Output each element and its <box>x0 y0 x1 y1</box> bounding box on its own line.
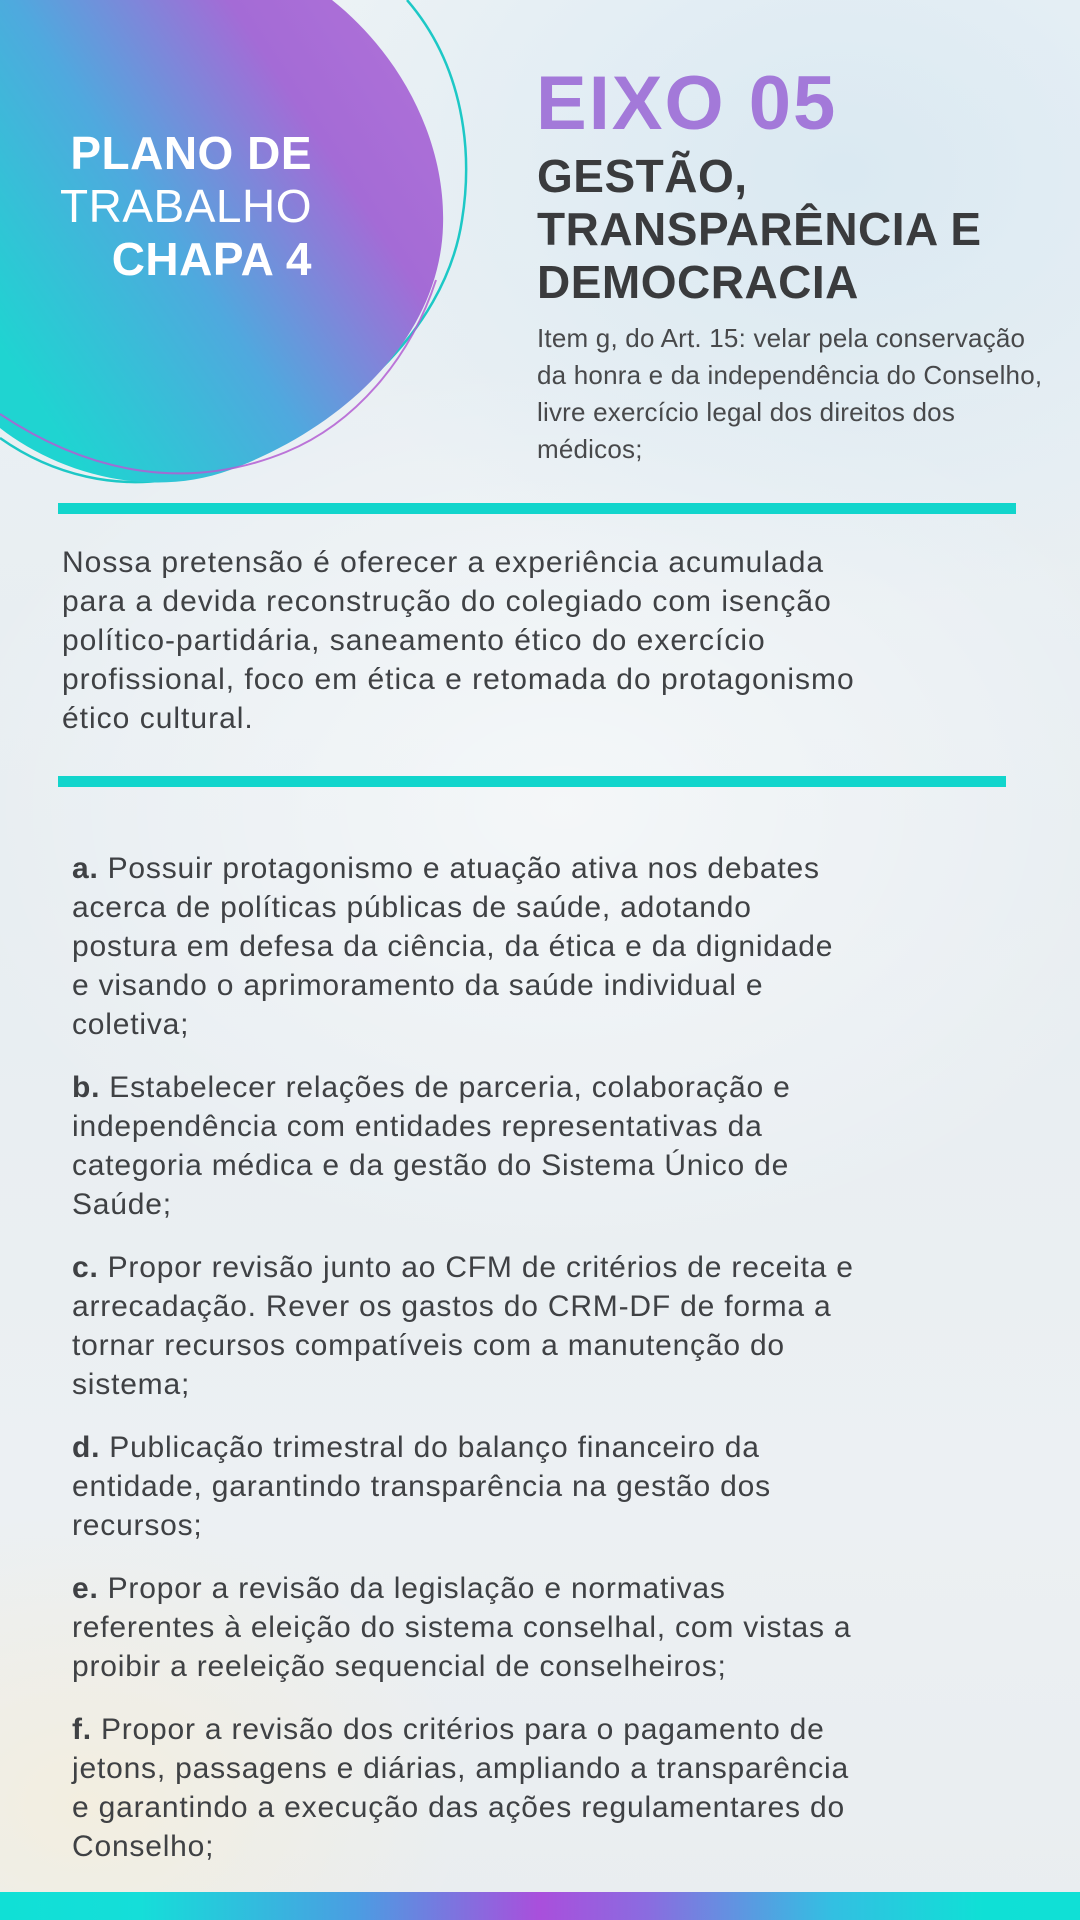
item-f-line-3: e garantindo a execução das ações regulamentares do <box>72 1791 845 1824</box>
item-d-line-1 <box>72 1428 1030 1467</box>
intro-line-3: político-partidária, saneamento ético do exercício <box>62 624 766 657</box>
item-a-line-4: e visando o aprimoramento da saúde individual e <box>72 969 764 1002</box>
item-b-line-1 <box>72 1068 1030 1107</box>
item-b-line-2: independência com entidades representativas da <box>72 1110 763 1143</box>
title-subtext <box>537 320 1042 468</box>
intro-paragraph <box>62 543 855 738</box>
divider-bottom <box>58 776 1006 787</box>
list-item-c <box>72 1248 1030 1404</box>
item-f-line-4: Conselho; <box>72 1830 215 1863</box>
item-c-text-1: Propor revisão junto ao CFM de critérios de receita e <box>107 1251 854 1284</box>
item-b-line-4: Saúde; <box>72 1188 172 1221</box>
item-e-line-3: proibir a reeleição sequencial de conselheiros; <box>72 1650 727 1683</box>
title-line-2: TRANSPARÊNCIA E <box>537 203 982 255</box>
intro-line-4: profissional, foco em ética e retomada do protagonismo <box>62 663 855 696</box>
list-item-a <box>72 849 1030 1044</box>
list-item-d <box>72 1428 1030 1545</box>
item-d-letter: d. <box>72 1431 101 1464</box>
divider-top <box>58 503 1016 514</box>
action-items-list <box>72 849 1030 1866</box>
item-f-line-2: jetons, passagens e diárias, ampliando a transparência <box>72 1752 849 1785</box>
item-f-line-1 <box>72 1710 1030 1749</box>
title-line-1: GESTÃO, <box>537 150 748 202</box>
intro-line-2: para a devida reconstrução do colegiado com isenção <box>62 585 832 618</box>
item-a-line-5: coletiva; <box>72 1008 190 1041</box>
item-a-line-2: acerca de políticas públicas de saúde, adotando <box>72 891 752 924</box>
item-f-letter: f. <box>72 1713 92 1746</box>
brand-line-3: CHAPA 4 <box>111 233 312 285</box>
item-a-line-3: postura em defesa da ciência, da ética e da dignidade <box>72 930 834 963</box>
item-b-text-1: Estabelecer relações de parceria, colaboração e <box>109 1071 791 1104</box>
item-a-line-1 <box>72 849 1030 888</box>
brand-line-2: TRABALHO <box>60 180 312 232</box>
page-title <box>537 150 982 309</box>
item-c-line-4: sistema; <box>72 1368 191 1401</box>
brand-line-1: PLANO DE <box>70 127 312 179</box>
brand-title <box>0 127 312 286</box>
item-e-line-2: referentes à eleição do sistema conselhal, com vistas a <box>72 1611 852 1644</box>
item-f-text-1: Propor a revisão dos critérios para o pagamento de <box>100 1713 825 1746</box>
item-e-line-1 <box>72 1569 1030 1608</box>
item-d-line-2: entidade, garantindo transparência na gestão dos <box>72 1470 771 1503</box>
item-c-line-2: arrecadação. Rever os gastos do CRM-DF de forma a <box>72 1290 832 1323</box>
subtext-line-1: Item g, do Art. 15: velar pela conservação <box>537 323 1026 353</box>
list-item-f <box>72 1710 1030 1866</box>
item-c-letter: c. <box>72 1251 99 1284</box>
list-item-e <box>72 1569 1030 1686</box>
item-c-line-1 <box>72 1248 1030 1287</box>
title-line-3: DEMOCRACIA <box>537 256 859 308</box>
item-d-line-3: recursos; <box>72 1509 203 1542</box>
item-b-letter: b. <box>72 1071 101 1104</box>
subtext-line-4: médicos; <box>537 434 643 464</box>
item-a-letter: a. <box>72 852 99 885</box>
bottom-accent-bar <box>0 1892 1080 1920</box>
item-a-text-1: Possuir protagonismo e atuação ativa nos debates <box>107 852 820 885</box>
item-c-line-3: tornar recursos compatíveis com a manutenção do <box>72 1329 785 1362</box>
eixo-label: EIXO 05 <box>536 61 838 146</box>
intro-line-1: Nossa pretensão é oferecer a experiência acumulada <box>62 546 825 579</box>
item-e-text-1: Propor a revisão da legislação e normativas <box>107 1572 726 1605</box>
item-b-line-3: categoria médica e da gestão do Sistema Único de <box>72 1149 790 1182</box>
subtext-line-3: livre exercício legal dos direitos dos <box>537 397 956 427</box>
item-d-text-1: Publicação trimestral do balanço financeiro da <box>109 1431 760 1464</box>
item-e-letter: e. <box>72 1572 99 1605</box>
subtext-line-2: da honra e da independência do Conselho, <box>537 360 1043 390</box>
intro-line-5: ético cultural. <box>62 702 254 735</box>
list-item-b <box>72 1068 1030 1224</box>
